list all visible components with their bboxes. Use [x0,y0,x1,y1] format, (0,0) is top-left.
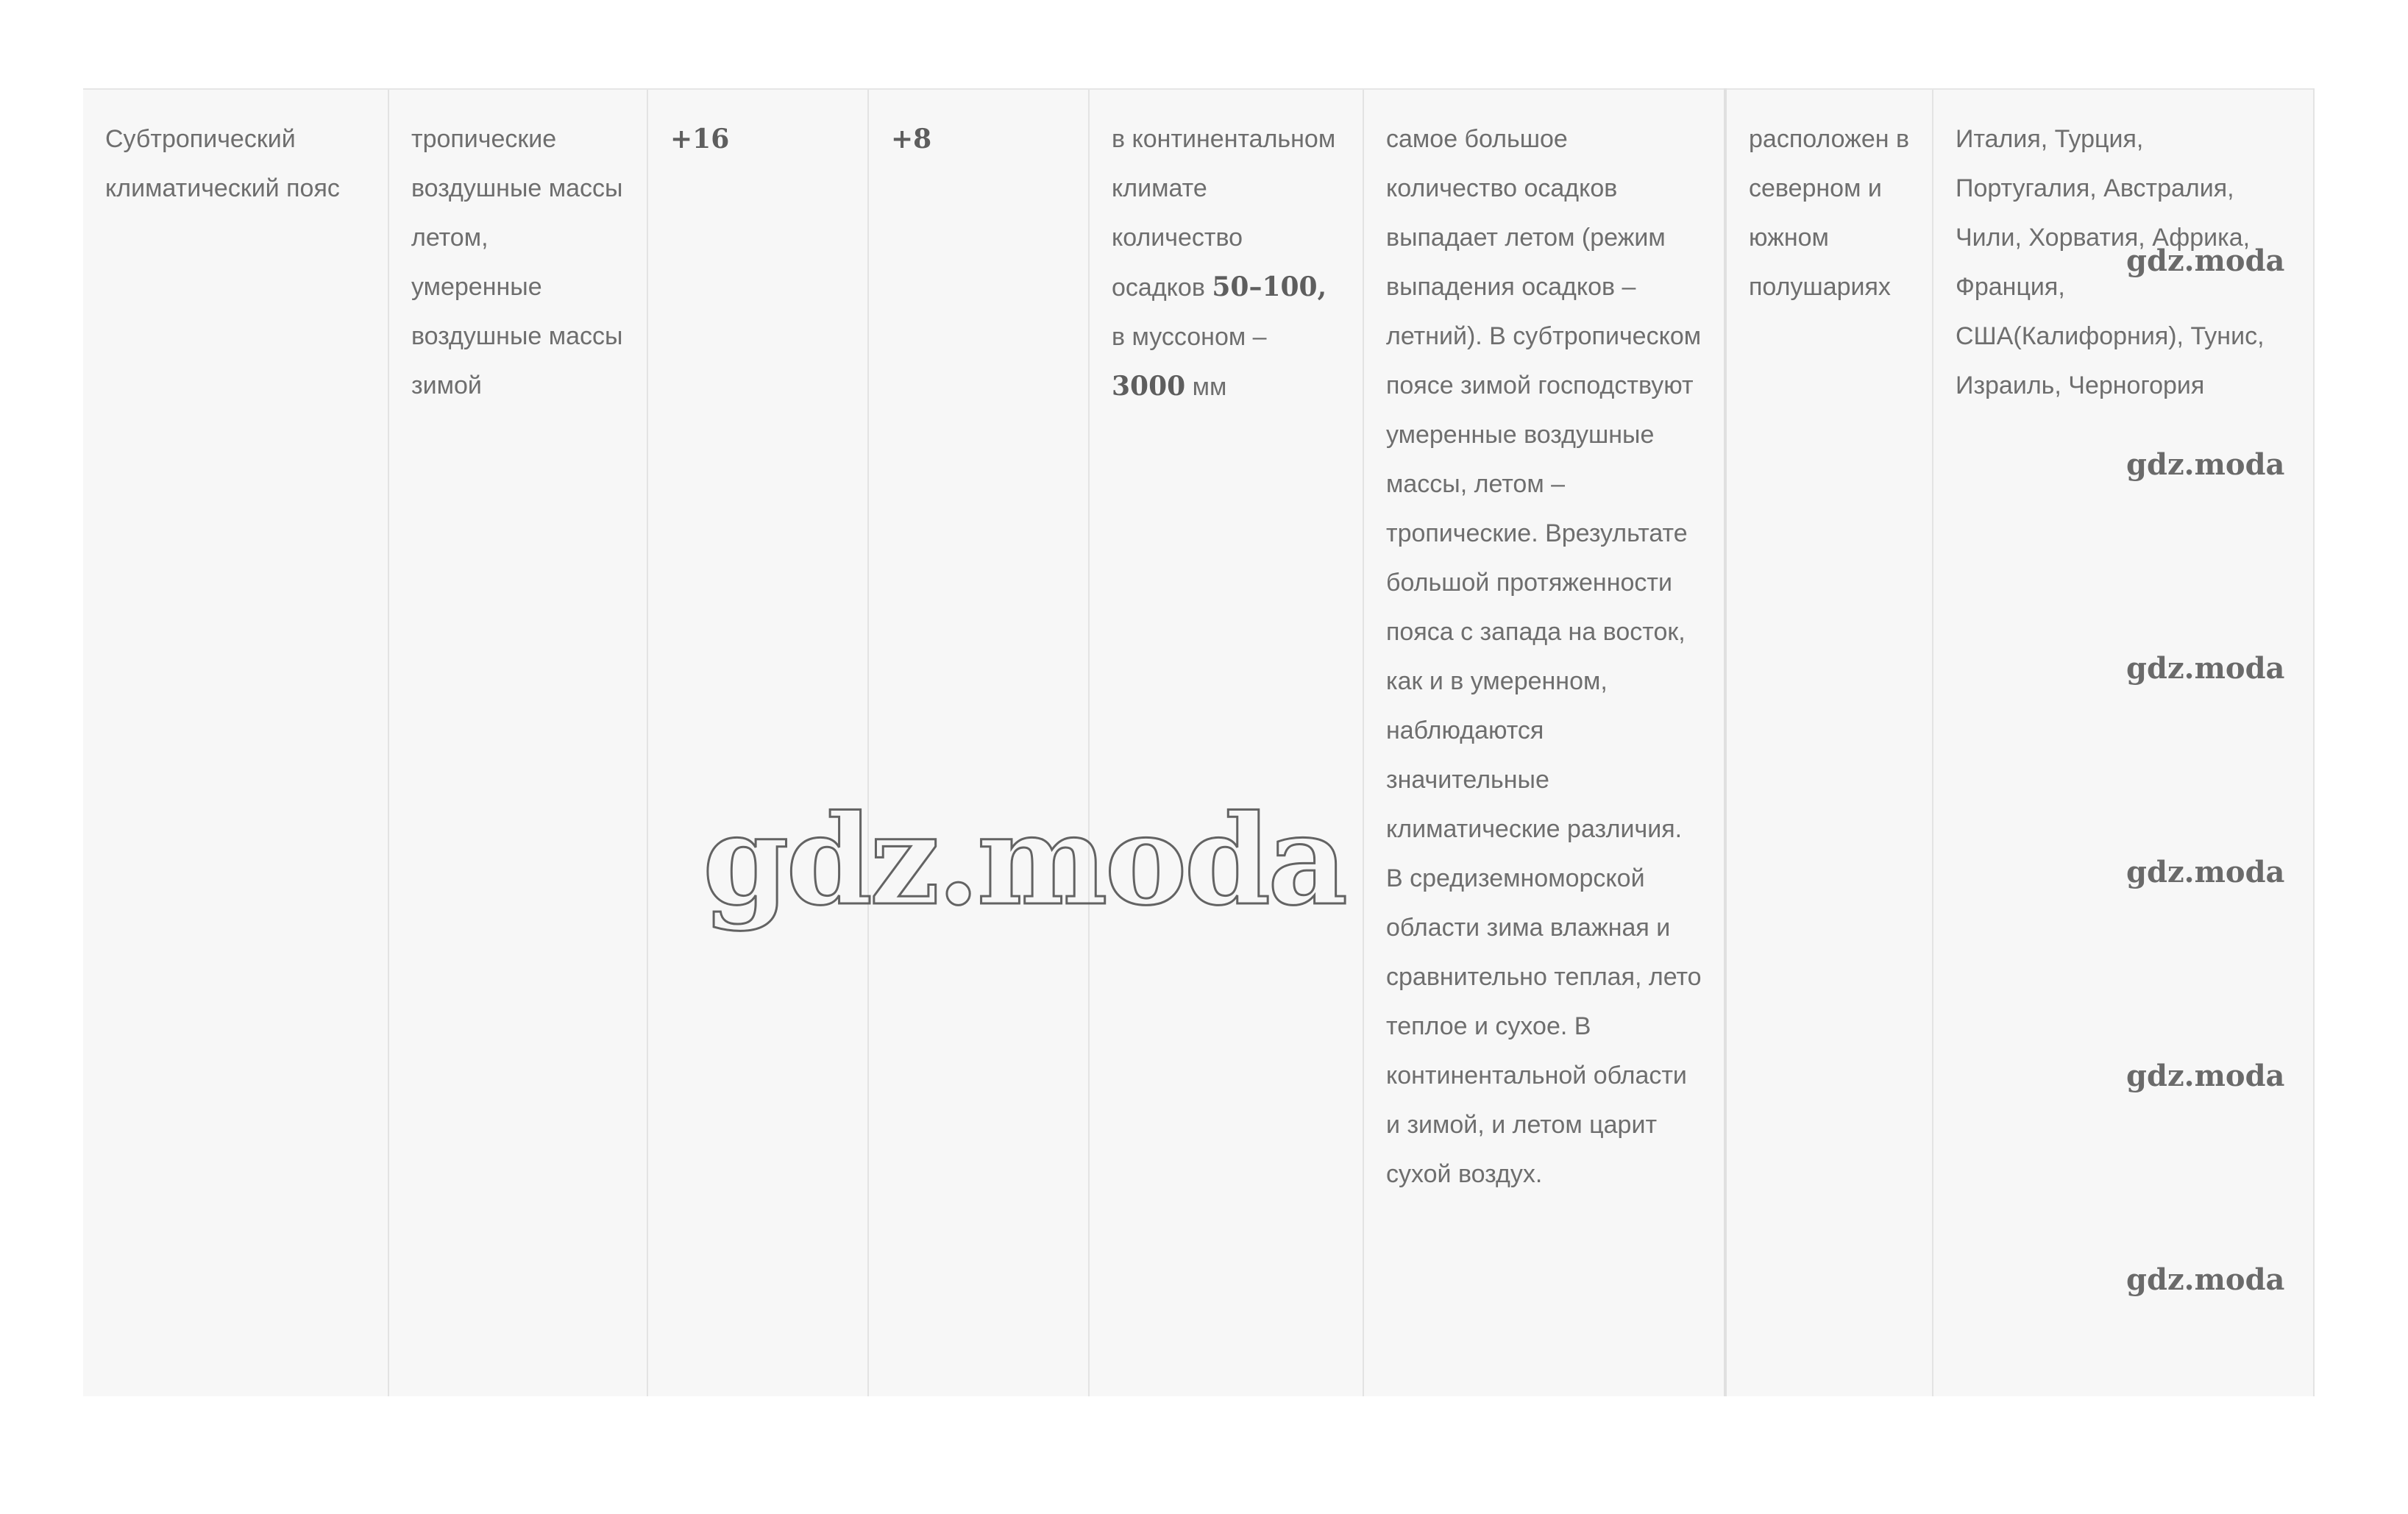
watermark-small: gdz.moda [2126,244,2285,278]
watermark-small: gdz.moda [2126,447,2285,482]
watermark-small: gdz.moda [2126,651,2285,686]
precip-value-1: 50–100, [1212,271,1327,302]
precip-text-3: мм [1185,373,1227,401]
cell-features: самое большое количество осадков выпадает летом (режим выпадения осадков – летний). В субтропическом поясе зимой господствуют умеренные воздушные массы, летом – тропические. Врезультате большой протяженности пояса с запада на восток, как и в умеренном, наблюдаются значительные климатические различия. В средиземноморской области зима влажная и сравнительно теплая, лето теплое и сухое. В континентальной области и зимой, и летом царит сухой воздух. [1363,89,1725,1396]
temp-winter-value: +8 [891,124,932,154]
temp-summer-value: +16 [670,124,730,154]
precip-text-1: в континентальном климате количество осадков [1112,125,1336,302]
cell-precipitation [1089,89,1363,1396]
cell-countries: Италия, Турция, Португалия, Австралия, Чили, Хорватия, Африка, Франция, США(Калифорния), Тунис, Израиль, Черногория [1933,89,2314,1396]
cell-location: расположен в северном и южном полушариях [1725,89,1933,1396]
precip-value-2: 3000 [1112,371,1186,402]
cell-belt: Субтропический климатический пояс [83,89,388,1396]
cell-air-masses: тропические воздушные массы летом, умеренные воздушные массы зимой [388,89,647,1396]
watermark-large: gdz.moda [703,787,1345,933]
cell-temp-summer [647,89,868,1396]
cell-temp-winter [868,89,1089,1396]
climate-table [83,88,2315,1396]
table-row [83,89,2314,1396]
precip-text-2: в муссоном – [1112,323,1267,351]
watermark-small: gdz.moda [2126,1059,2285,1093]
watermark-small: gdz.moda [2126,1262,2285,1297]
watermark-small: gdz.moda [2126,855,2285,889]
